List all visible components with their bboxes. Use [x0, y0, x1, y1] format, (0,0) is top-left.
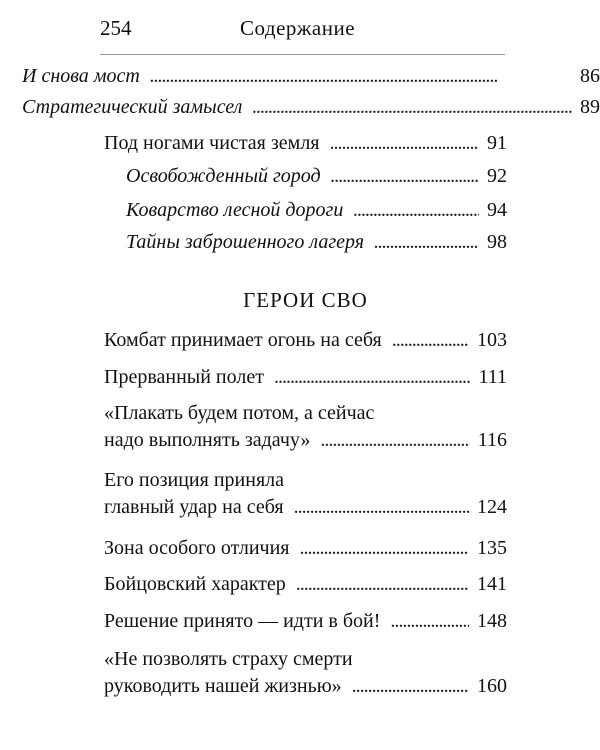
toc-entry: [22, 97, 600, 117]
leader-dots: [392, 330, 469, 350]
toc-entry: [104, 367, 507, 387]
page-number: 254: [100, 16, 132, 40]
toc-entry: [104, 611, 507, 631]
toc-entry-page: 116: [477, 429, 507, 451]
toc-entry: [104, 133, 507, 153]
leader-dots: [320, 430, 469, 450]
leader-dots: [252, 97, 572, 117]
leader-dots: [353, 200, 479, 220]
toc-entry-title: Под ногами чистая земля: [104, 132, 320, 154]
toc-entry-page: 148: [477, 610, 507, 632]
leader-dots: [150, 66, 572, 86]
section-heading: ГЕРОИ СВО: [243, 288, 368, 312]
toc-entry-title: Прерванный полет: [104, 366, 264, 388]
leader-dots: [274, 367, 471, 387]
running-header: [100, 14, 505, 55]
toc-entry-title: главный удар на себя: [104, 496, 284, 518]
toc-entry-page: 135: [477, 537, 507, 559]
toc-entry-title: Освобожденный город: [126, 165, 321, 187]
toc-entry: [104, 649, 507, 696]
toc-entry: [126, 166, 507, 186]
toc-entry: [104, 403, 507, 450]
toc-entry: [104, 470, 507, 517]
toc-entry-page: 160: [477, 675, 507, 697]
toc-entry: [104, 538, 507, 558]
leader-dots: [352, 676, 469, 696]
leader-dots: [331, 166, 479, 186]
toc-entry-page: 111: [478, 366, 507, 388]
toc-entry-page: 89: [580, 96, 600, 118]
leader-dots: [299, 538, 469, 558]
toc-entry-title: Тайны заброшенного лагеря: [126, 231, 365, 253]
toc-entry-title: руководить нашей жизнью»: [104, 675, 342, 697]
toc-entry-title-line1: Его позиция приняла: [104, 469, 284, 491]
toc-entry-title-line1: «Не позволять страху смерти: [104, 648, 353, 670]
toc-entry: [126, 200, 507, 220]
toc-entry-page: 86: [580, 65, 600, 87]
toc-entry-page: 103: [477, 329, 507, 351]
toc-entry-title: Зона особого отличия: [104, 537, 290, 559]
leader-dots: [296, 574, 469, 594]
toc-entry-title: Комбат принимает огонь на себя: [104, 329, 382, 351]
toc-entry: [104, 330, 507, 350]
toc-entry-title: надо выполнять задачу»: [104, 429, 311, 451]
running-title: Содержание: [240, 16, 356, 40]
toc-entry-title: Решение принято — идти в бой!: [104, 610, 381, 632]
toc-entry-page: 92: [487, 165, 507, 187]
toc-entry-page: 98: [487, 231, 507, 253]
leader-dots: [330, 133, 480, 153]
toc-entry-page: 94: [487, 199, 507, 221]
leader-dots: [374, 232, 479, 252]
toc-entry: [104, 574, 507, 594]
toc-entry-title-line1: «Плакать будем потом, а сейчас: [104, 402, 375, 424]
toc-entry-title: Бойцовский характер: [104, 573, 286, 595]
toc-entry-title: Коварство лесной дороги: [126, 199, 344, 221]
toc-entry-page: 91: [487, 132, 507, 154]
toc-entry-title: И снова мост: [22, 65, 140, 87]
leader-dots: [390, 611, 469, 631]
leader-dots: [294, 497, 469, 517]
toc-entry: [22, 66, 600, 86]
toc-entry: [126, 232, 507, 252]
toc-entry-page: 124: [477, 496, 507, 518]
toc-entry-page: 141: [477, 573, 507, 595]
toc-entry-title: Стратегический замысел: [22, 96, 243, 118]
